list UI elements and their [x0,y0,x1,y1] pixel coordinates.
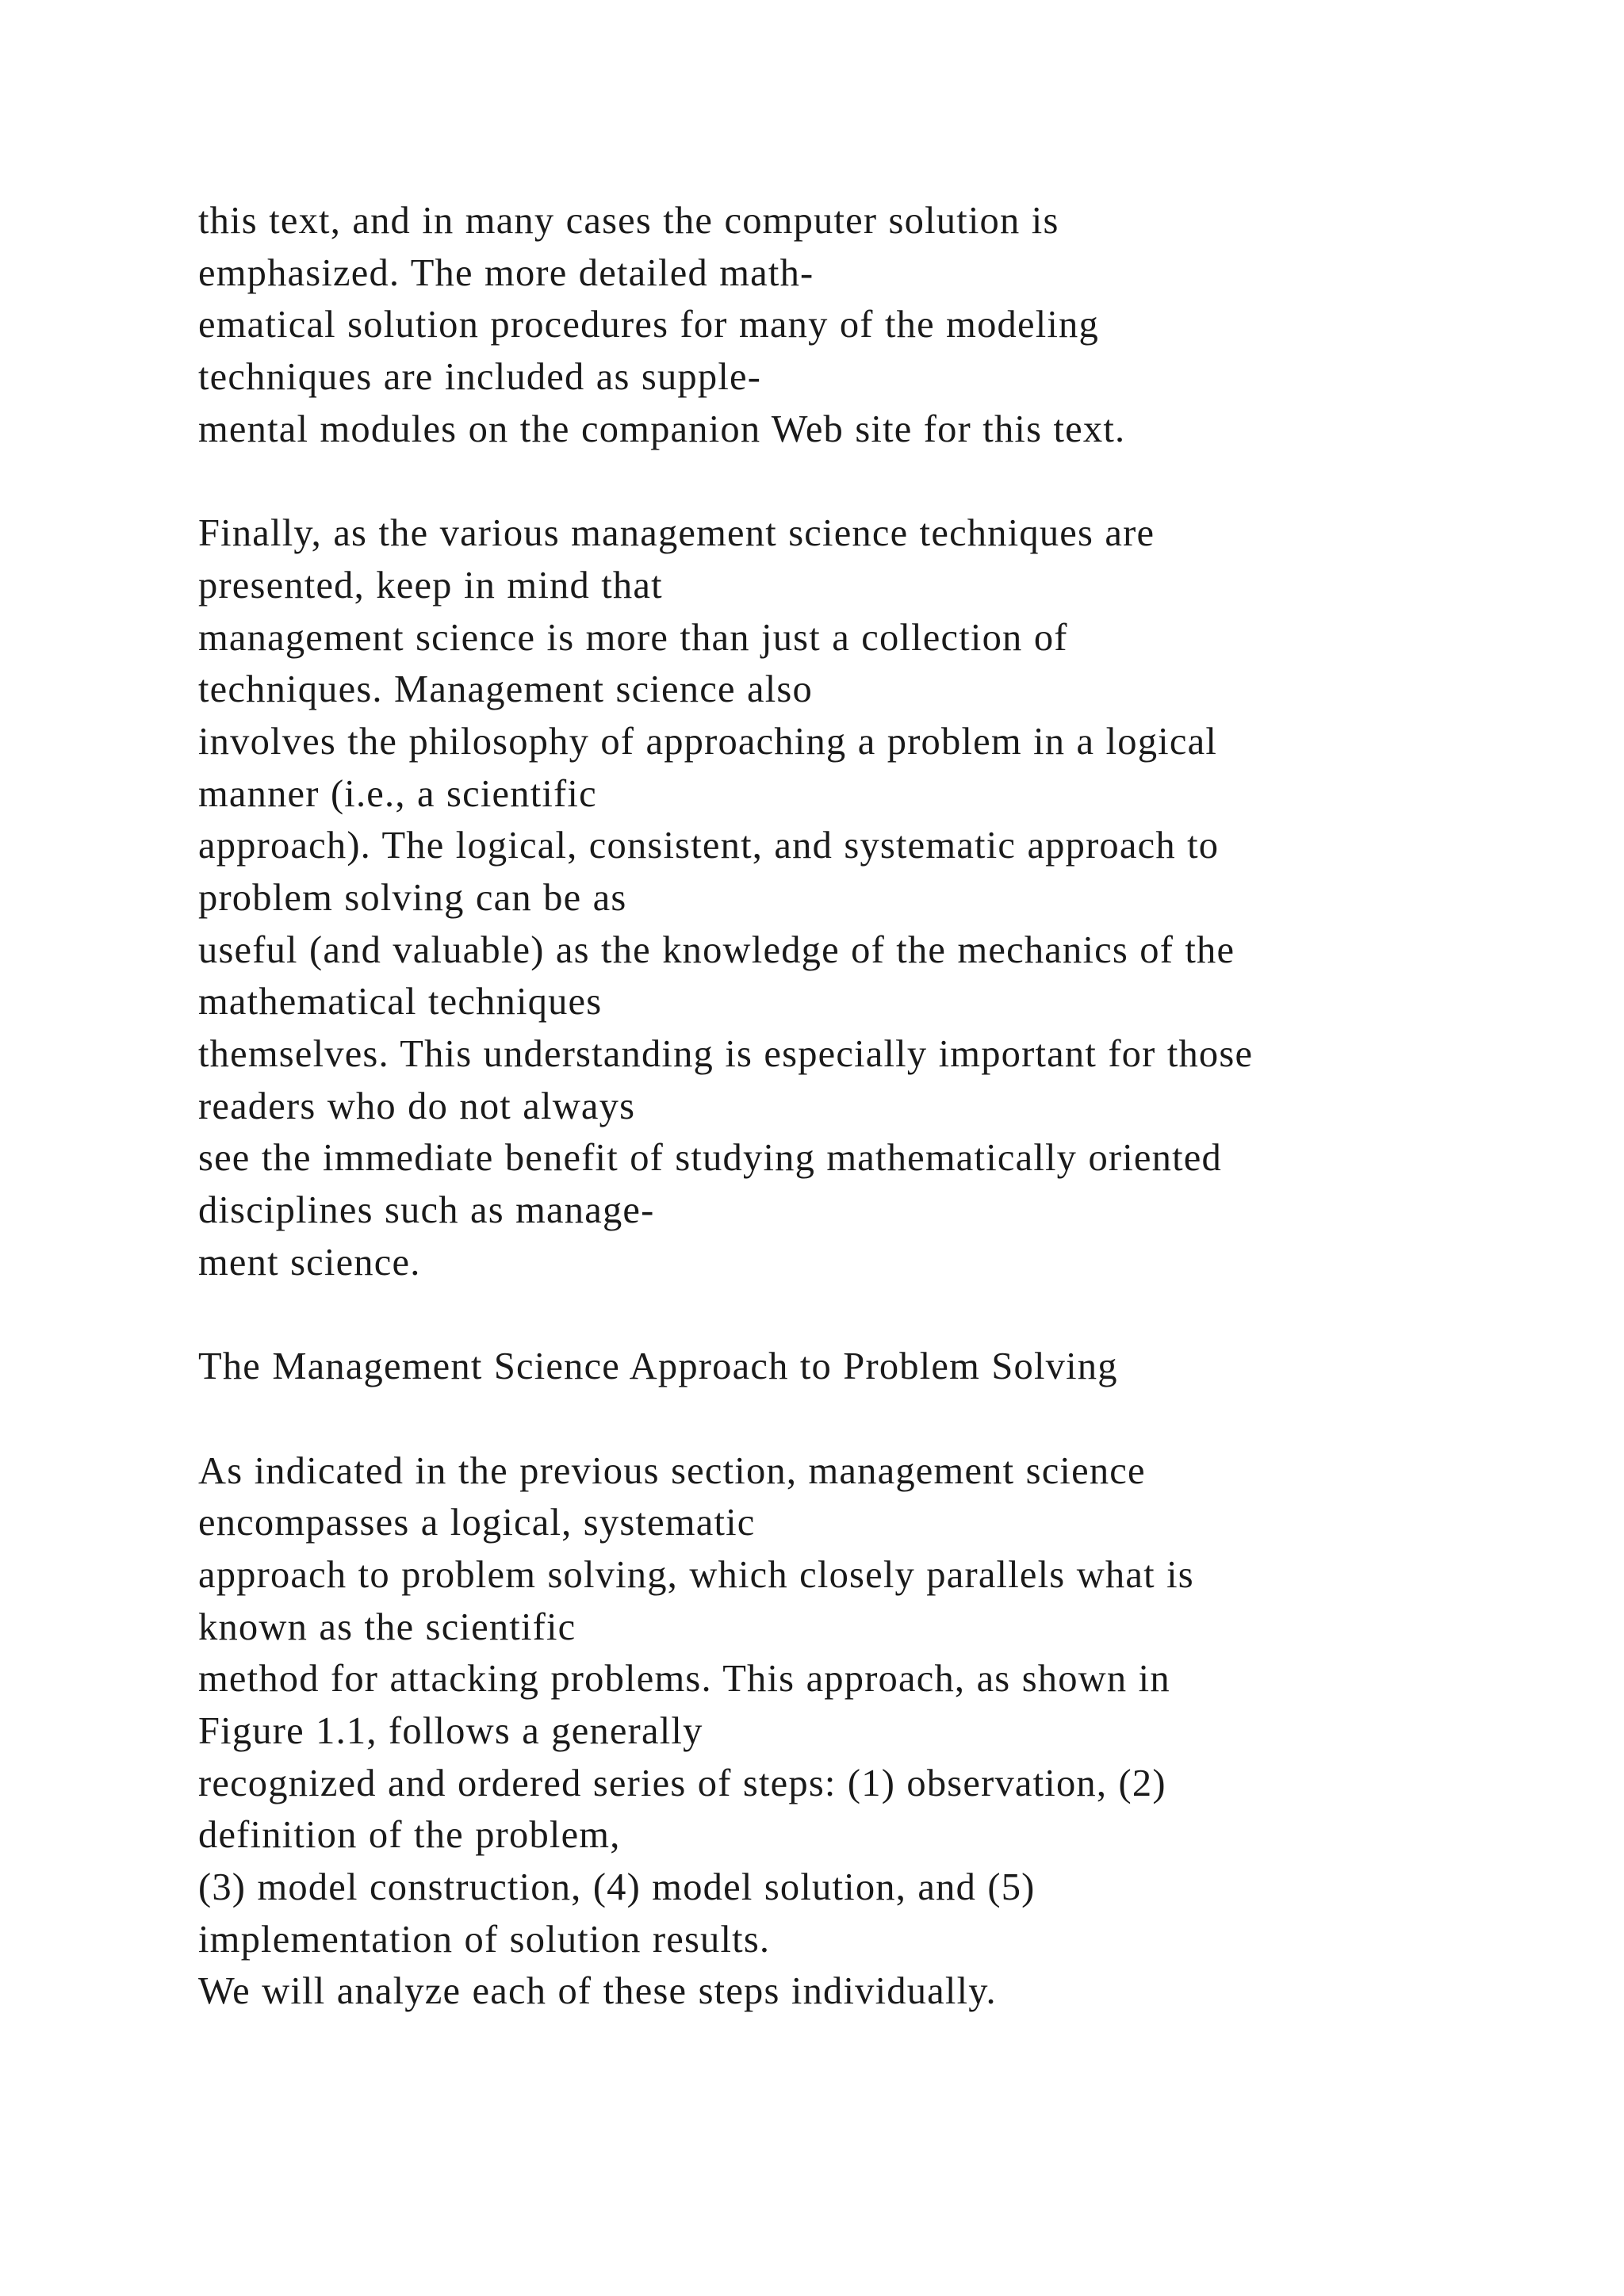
text-line: management science is more than just a collection of [198,616,1068,659]
blank-line [198,455,1610,507]
text-line: ment science. [198,1241,421,1284]
text-line: encompasses a logical, systematic [198,1502,756,1544]
text-line: As indicated in the previous section, management science [198,1449,1146,1492]
text-line: disciplines such as manage- [198,1189,655,1232]
text-line: known as the scientific [198,1605,576,1648]
text-line: emphasized. The more detailed math- [198,251,814,294]
text-line: themselves. This understanding is especially important for those [198,1033,1254,1075]
text-line: mathematical techniques [198,981,603,1024]
text-line: presented, keep in mind that [198,564,663,607]
text-line: (3) model construction, (4) model solution, and (5) [198,1866,1036,1908]
section-heading: The Management Science Approach to Problem Solving [198,1345,1118,1388]
text-line: method for attacking problems. This approach, as shown in [198,1658,1170,1701]
blank-line [198,1288,1610,1341]
text-line: problem solving can be as [198,876,627,919]
text-line: involves the philosophy of approaching a problem in a logical [198,720,1217,763]
text-line: implementation of solution results. [198,1918,771,1961]
text-line: Figure 1.1, follows a generally [198,1709,703,1752]
text-line: recognized and ordered series of steps: (1) observation, (2) [198,1762,1166,1804]
text-line: see the immediate benefit of studying mathematically oriented [198,1137,1222,1180]
text-line: approach to problem solving, which closely parallels what is [198,1553,1194,1596]
text-line: ematical solution procedures for many of the modeling [198,304,1099,346]
text-line: We will analyze each of these steps individually. [198,1970,997,2013]
text-line: this text, and in many cases the computer solution is [198,200,1059,242]
blank-line [198,1393,1610,1445]
text-line: techniques are included as supple- [198,356,762,399]
text-line: Finally, as the various management science techniques are [198,512,1155,555]
text-line: manner (i.e., a scientific [198,772,597,815]
text-line: readers who do not always [198,1085,636,1127]
text-line: mental modules on the companion Web site for this text. [198,408,1126,450]
text-line: useful (and valuable) as the knowledge of the mechanics of the [198,928,1235,971]
text-line: approach). The logical, consistent, and systematic approach to [198,825,1220,867]
text-line: techniques. Management science also [198,668,813,711]
text-line: definition of the problem, [198,1814,621,1857]
body-text [198,195,1610,2018]
